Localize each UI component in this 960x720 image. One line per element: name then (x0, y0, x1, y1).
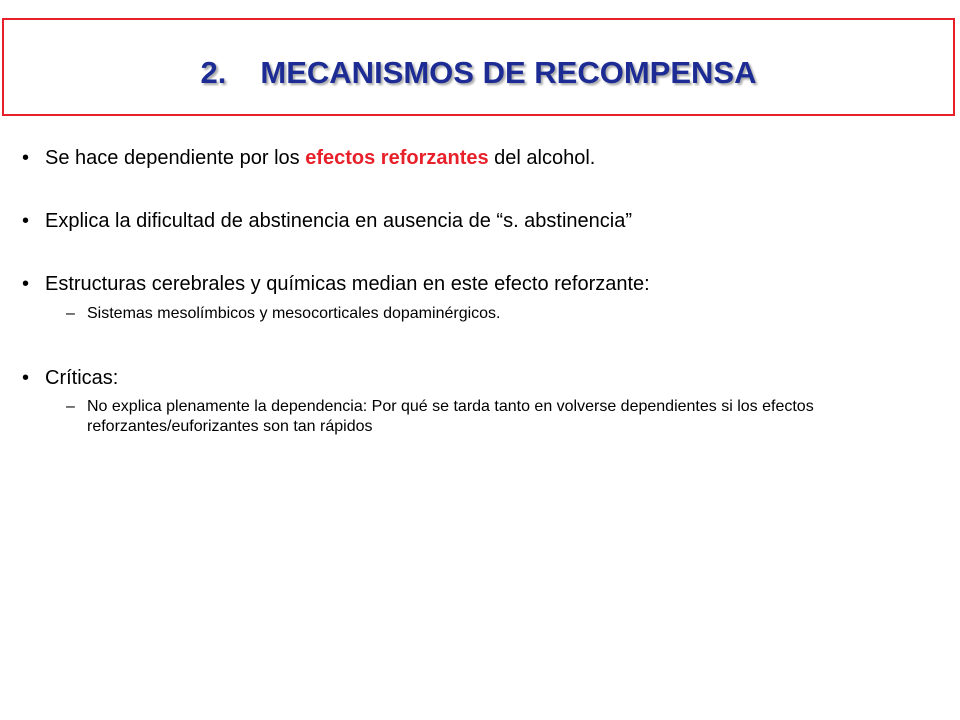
sub-bullet-text: Sistemas mesolímbicos y mesocorticales dopaminérgicos. (87, 305, 501, 322)
bullet-text: Críticas: (45, 367, 119, 389)
title-number: 2. (200, 55, 227, 90)
bullet-symbol: • (22, 367, 30, 389)
bullet-text-after: del alcohol. (488, 147, 596, 169)
bullet-text: Explica la dificultad de abstinencia en ausencia de “s. abstinencia” (45, 210, 633, 232)
sub-bullet-text: No explica plenamente la dependencia: Por qué se tarda tanto en volverse dependientes si los efectos reforzantes/euforizantes son tan rápidos (87, 398, 814, 435)
bullet-symbol: • (22, 147, 30, 169)
bullet-text-before: Se hace dependiente por los (45, 147, 306, 169)
slide-title (4, 54, 953, 92)
bullet-text (45, 146, 595, 170)
highlight-text: efectos reforzantes (305, 147, 489, 169)
sub-bullet-symbol: – (66, 398, 75, 415)
title-box (2, 18, 955, 116)
sub-bullet-symbol: – (66, 305, 75, 322)
bullet-symbol: • (22, 210, 30, 232)
bullet-symbol: • (22, 273, 30, 295)
bullet-text: Estructuras cerebrales y químicas median en este efecto reforzante: (45, 273, 650, 295)
title-text: MECANISMOS DE RECOMPENSA (260, 55, 757, 90)
